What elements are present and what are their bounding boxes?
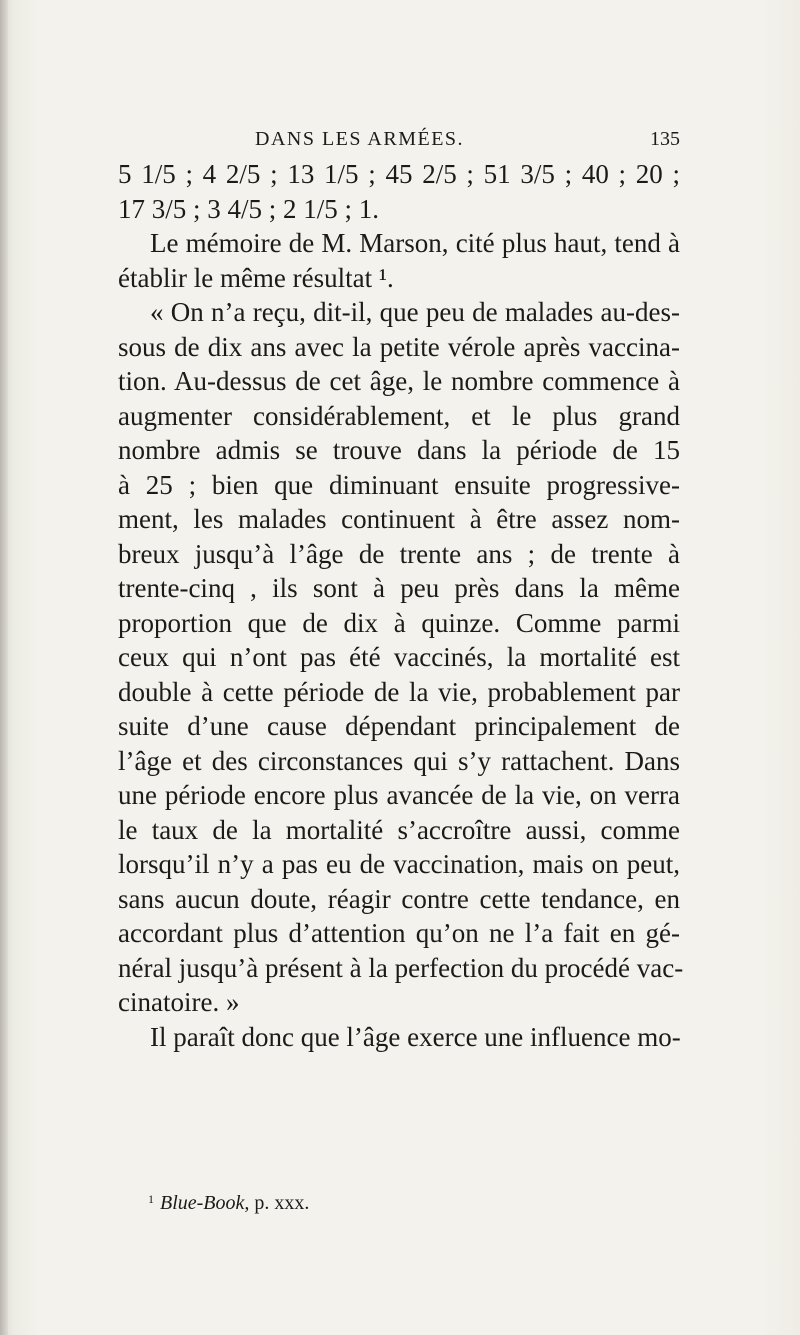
text-line: augmenter considérablement, et le plus grand [118,400,680,431]
text-line: breux jusqu’à l’âge de trente ans ; de trente à [118,538,680,569]
text-line: suite d’une cause dépendant principalement de [118,711,680,741]
footnote-marker: 1 [148,1192,154,1206]
text-line: établir le même résultat ¹. [118,262,394,293]
body-text [118,157,684,1054]
text-line: Il paraît donc que l’âge exerce une influence mo- [150,1021,681,1052]
text-line: proportion que de dix à quinze. Comme parmi [118,607,680,638]
text-line: « On n’a reçu, dit-il, que peu de malades au-des- [150,297,680,327]
text-line: 17 3/5 ; 3 4/5 ; 2 1/5 ; 1. [118,193,380,224]
text-line: trente-cinq , ils sont à peu près dans la même [118,573,680,603]
text-line: néral jusqu’à présent à la perfection du procédé vac- [118,952,684,983]
text-line: ment, les malades continuent à être assez nom- [118,504,680,534]
text-line: ceux qui n’ont pas été vaccinés, la mortalité est [118,642,680,672]
text-line: l’âge et des circonstances qui s’y rattachent. Dans [118,745,680,776]
page-header [255,128,680,158]
text-line: 5 1/5 ; 4 2/5 ; 13 1/5 ; 45 2/5 ; 51 3/5 ; 40 ; 20 ; [118,159,680,189]
text-line: sous de dix ans avec la petite vérole après vaccina- [118,331,680,362]
text-line: nombre admis se trouve dans la période de 15 [118,435,680,465]
footnote-title: Blue-Book, [160,1192,250,1214]
text-line: à 25 ; bien que diminuant ensuite progressive- [118,469,680,500]
text-line: Le mémoire de M. Marson, cité plus haut, tend à [150,228,680,258]
text-line: accordant plus d’attention qu’on ne l’a fait en gé- [118,918,680,948]
text-line: lorsqu’il n’y a pas eu de vaccination, mais on peut, [118,849,680,879]
text-line: une période encore plus avancée de la vie, on verra [118,780,680,810]
page-number: 135 [650,128,680,150]
footnote-reference: p. xxx. [254,1192,310,1214]
running-head: DANS LES ARMÉES. [255,128,465,150]
text-line: tion. Au-dessus de cet âge, le nombre commence à [118,366,680,396]
footnote [148,1192,568,1215]
text-line: double à cette période de la vie, probablement par [118,676,680,707]
text-line: sans aucun doute, réagir contre cette tendance, en [118,883,680,914]
page-spine-shadow [0,0,8,1335]
text-line: cinatoire. » [118,987,240,1017]
text-line: le taux de la mortalité s’accroître aussi, comme [118,814,680,845]
